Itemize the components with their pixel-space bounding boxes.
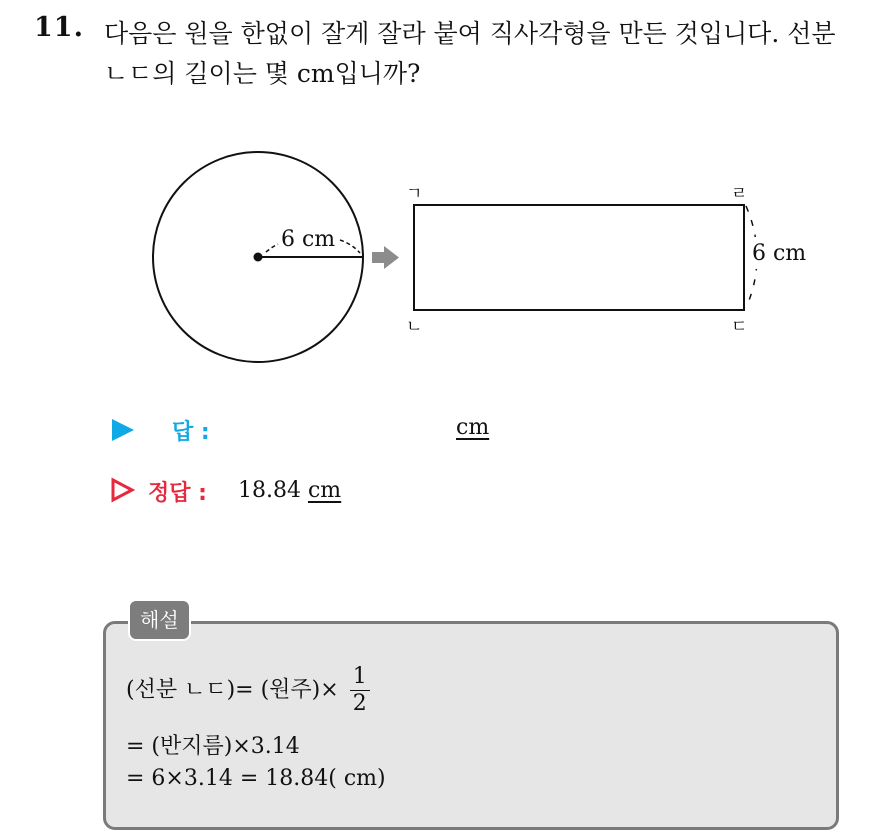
solution-line-3: = 6×3.14 = 18.84( cm) xyxy=(126,766,386,791)
answer-unit: cm xyxy=(456,415,490,440)
correct-answer-unit: cm xyxy=(307,478,342,503)
solution-line-2: = (반지름)×3.14 xyxy=(126,734,300,759)
solution-box xyxy=(103,621,839,830)
correct-answer-label: 정답 : xyxy=(148,481,207,506)
correct-answer-number: 18.84 xyxy=(238,478,301,503)
answer-label: 답 : xyxy=(172,420,210,445)
fraction-one-half xyxy=(350,664,370,717)
correct-answer-value xyxy=(238,478,341,503)
solution-line-1 xyxy=(126,664,370,717)
radius-dashed-arc-right xyxy=(340,240,360,253)
answer-input[interactable] xyxy=(230,415,440,443)
radius-label: 6 cm xyxy=(281,227,336,252)
corner-label-bottom-left: ㄴ xyxy=(406,317,423,337)
outline-triangle-right-icon xyxy=(110,477,136,503)
transform-arrow-icon xyxy=(372,246,399,269)
question-number: 11. xyxy=(34,12,84,43)
rectangle xyxy=(414,205,744,310)
corner-label-bottom-right: ㄷ xyxy=(731,317,748,337)
corner-label-top-right: ㄹ xyxy=(731,184,748,204)
radius-dashed-arc-left xyxy=(266,244,278,252)
fraction-denominator: 2 xyxy=(352,691,367,716)
solution-line-1-text: (선분 ㄴㄷ)= (원주)× xyxy=(126,677,339,703)
question-text-line-1: 다음은 원을 한없이 잘게 잘라 붙여 직사각형을 만든 것입니다. 선분 xyxy=(104,19,836,48)
fraction-numerator: 1 xyxy=(350,664,370,691)
triangle-right-icon xyxy=(110,418,136,442)
question-text-line-2: ㄴㄷ의 길이는 몇 cm입니까? xyxy=(104,59,421,88)
solution-tag: 해설 xyxy=(128,599,191,641)
corner-label-top-left: ㄱ xyxy=(406,184,423,204)
height-label: 6 cm xyxy=(752,241,807,266)
